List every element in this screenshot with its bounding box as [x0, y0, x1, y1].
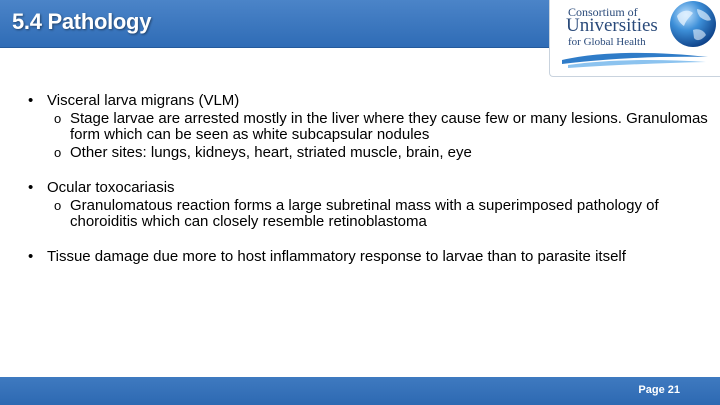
bullet-text: Tissue damage due more to host inflammatory response to larvae than to parasite itself: [47, 248, 626, 265]
bullet-item: [28, 179, 708, 196]
slide-title: 5.4 Pathology: [12, 9, 152, 34]
footer-bar: [0, 377, 720, 405]
sub-bullet-item: [28, 111, 708, 143]
page-number: Page 21: [638, 384, 680, 396]
globe-icon: [663, 0, 720, 52]
sub-bullet-marker: o: [54, 198, 62, 213]
sub-bullet-marker: o: [54, 145, 62, 160]
bullet-marker: •: [28, 248, 34, 265]
bullet-marker: •: [28, 92, 34, 109]
bullet-marker: •: [28, 179, 34, 196]
sub-bullet-marker: o: [54, 111, 62, 126]
bullet-item: [28, 92, 708, 109]
bullet-item: [28, 248, 708, 265]
logo-text-line3: for Global Health: [568, 36, 646, 48]
university-logo: [549, 0, 720, 77]
sub-bullet-text: Granulomatous reaction forms a large subretinal mass with a superimposed pathology of choroiditis which can closely resemble retinoblastoma: [70, 197, 659, 230]
sub-bullet-text: Stage larvae are arrested mostly in the liver where they cause few or many lesions. Granulomas form which can be seen as white subcapsular nodules: [70, 110, 708, 143]
bullet-text: Ocular toxocariasis: [47, 179, 175, 196]
logo-text-line1: Consortium of: [568, 5, 638, 19]
sub-bullet-item: [28, 145, 708, 161]
logo-text-line2: Universities: [566, 15, 658, 36]
bullet-content: [28, 92, 708, 265]
swoosh-graphic: [560, 48, 710, 72]
sub-bullet-text: Other sites: lungs, kidneys, heart, striated muscle, brain, eye: [70, 144, 472, 161]
bullet-text: Visceral larva migrans (VLM): [47, 92, 240, 109]
sub-bullet-item: [28, 198, 708, 230]
